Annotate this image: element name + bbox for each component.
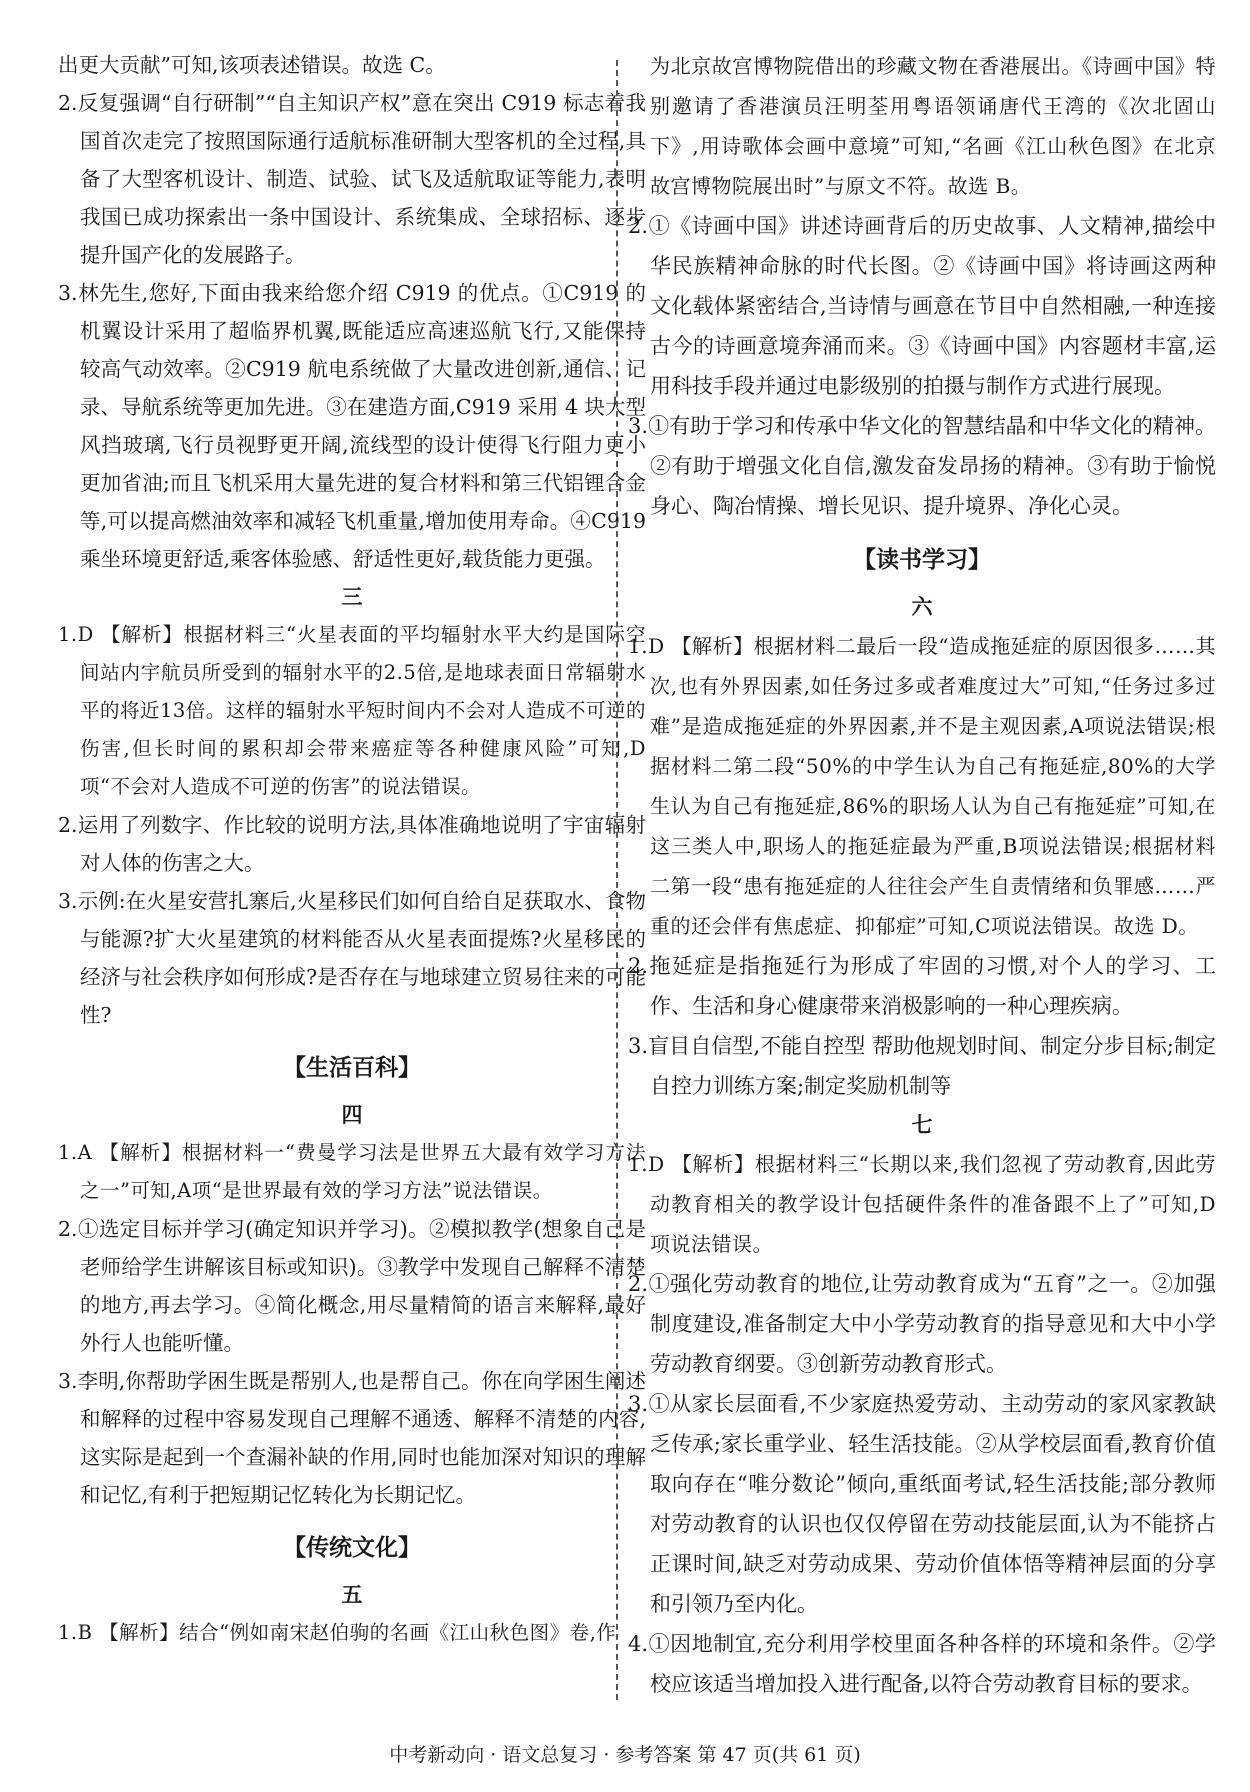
paragraph: 为北京故宫博物院借出的珍藏文物在香港展出。《诗画中国》特别邀请了香港演员汪明荃用粤语领诵唐代王湾的《次北固山下》,用诗歌体会画中意境”可知,“名画《江山秋色图》在北京故宫博物院展出时”与原文不符。故选 B。 bbox=[650, 54, 1216, 198]
answer-item: 3.李明,你帮助学困生既是帮别人,也是帮自己。你在向学困生阐述和解释的过程中容易发现自己理解不通透、解释不清楚的内容,这实际是起到一个查漏补缺的作用,同时也能加深对知识的理解和记忆,有利于把短期记忆转化为长期记忆。 bbox=[58, 1369, 646, 1507]
answer-item: 2.①强化劳动教育的地位,让劳动教育成为“五育”之一。②加强制度建设,准备制定大中小学劳动教育的指导意见和大中小学劳动教育纲要。③创新劳动教育形式。 bbox=[628, 1272, 1216, 1376]
section-heading: 【传统文化】 bbox=[283, 1535, 421, 1561]
answer-item: 1.D 【解析】根据材料二最后一段“造成拖延症的原因很多……其次,也有外界因素,如任务过多或者难度过大”可知,“任务过多过难”是造成拖延症的外界因素,并不是主观因素,A项说法错误;根据材料二第二段“50%的中学生认为自己有拖延症,80%的大学生认为自己有拖延症,86%的职场人认为自己有拖延症”可知,在这三类人中,职场人的拖延症最为严重,B项说法错误;根据材料二第一段“患有拖延症的人往往会产生自责情绪和负罪感……严重的还会伴有焦虑症、抑郁症”可知,C项说法错误。故选 D。 bbox=[628, 634, 1216, 938]
left-column bbox=[58, 46, 646, 1652]
section-number: 四 bbox=[341, 1103, 363, 1127]
paragraph: 出更大贡献”可知,该项表述错误。故选 C。 bbox=[58, 53, 446, 77]
answer-item: 2.①选定目标并学习(确定知识并学习)。②模拟教学(想象自己是老师给学生讲解该目标或知识)。③教学中发现自己解释不清楚的地方,再去学习。④简化概念,用尽量精简的语言来解释,最好外行人也能听懂。 bbox=[58, 1217, 646, 1355]
answer-item: 1.B 【解析】结合“例如南宋赵伯驹的名画《江山秋色图》卷,作 bbox=[58, 1621, 617, 1644]
answer-item: 2.①《诗画中国》讲述诗画背后的历史故事、人文精神,描绘中华民族精神命脉的时代长图。②《诗画中国》将诗画这两种文化载体紧密结合,当诗情与画意在节目中自然相融,一种连接古今的诗画意境奔涌而来。③《诗画中国》内容题材丰富,运用科技手段并通过电影级别的拍摄与制作方式进行展现。 bbox=[628, 214, 1216, 398]
answer-item: 3.林先生,您好,下面由我来给您介绍 C919 的优点。①C919 的机翼设计采用了超临界机翼,既能适应高速巡航飞行,又能保持较高气动效率。②C919 航电系统做了大量改进创新,通信、记录、导航系统等更加先进。③在建造方面,C919 采用 4 块大型风挡玻璃,飞行员视野更开阔,流线型的设计使得飞行阻力更小更加省油;而且飞机采用大量先进的复合材料和第三代铝锂合金等,可以提高燃油效率和减轻飞机重量,增加使用寿命。④C919 乘坐环境更舒适,乘客体验感、舒适性更好,载货能力更强。 bbox=[58, 281, 646, 571]
answer-item: 1.D 【解析】根据材料三“长期以来,我们忽视了劳动教育,因此劳动教育相关的教学设计包括硬件条件的准备跟不上了”可知,D项说法错误。 bbox=[628, 1152, 1216, 1256]
right-column bbox=[628, 46, 1216, 1704]
section-heading: 【生活百科】 bbox=[283, 1055, 421, 1081]
section-number: 五 bbox=[341, 1583, 363, 1607]
answer-item: 2.反复强调“自行研制”“自主知识产权”意在突出 C919 标志着我国首次走完了按照国际通行适航标准研制大型客机的全过程,具备了大型客机设计、制造、试验、试飞及适航取证等能力,表明我国已成功探索出一条中国设计、系统集成、全球招标、逐步提升国产化的发展路子。 bbox=[58, 91, 646, 267]
answer-item: 1.A 【解析】根据材料一“费曼学习法是世界五大最有效学习方法之一”可知,A项“是世界最有效的学习方法”说法错误。 bbox=[58, 1141, 646, 1202]
answer-item: 3.①从家长层面看,不少家庭热爱劳动、主动劳动的家风家教缺乏传承;家长重学业、轻生活技能。②从学校层面看,教育价值取向存在“唯分数论”倾向,重纸面考试,轻生活技能;部分教师对劳动教育的认识也仅仅停留在劳动技能层面,认为不能挤占正课时间,缺乏对劳动成果、劳动价值体悟等精神层面的分享和引领乃至内化。 bbox=[628, 1392, 1216, 1616]
section-heading: 【读书学习】 bbox=[853, 547, 991, 573]
answer-item: 3.盲目自信型,不能自控型 帮助他规划时间、制定分步目标;制定自控力训练方案;制定奖励机制等 bbox=[628, 1034, 1216, 1098]
answer-item: 1.D 【解析】根据材料三“火星表面的平均辐射水平大约是国际空间站内宇航员所受到的辐射水平的2.5倍,是地球表面日常辐射水平的将近13倍。这样的辐射水平短时间内不会对人造成不可逆的伤害,但长时间的累积却会带来癌症等各种健康风险”可知,D项“不会对人造成不可逆的伤害”的说法错误。 bbox=[58, 623, 646, 798]
answer-item: 3.①有助于学习和传承中华文化的智慧结晶和中华文化的精神。②有助于增强文化自信,激发奋发昂扬的精神。③有助于愉悦身心、陶冶情操、增长见识、提升境界、净化心灵。 bbox=[628, 414, 1216, 518]
answer-item: 3.示例:在火星安营扎寨后,火星移民们如何自给自足获取水、食物与能源?扩大火星建筑的材料能否从火星表面提炼?火星移民的经济与社会秩序如何形成?是否存在与地球建立贸易往来的可能性? bbox=[58, 889, 646, 1027]
column-divider bbox=[616, 60, 618, 1700]
page-footer: 中考新动向 · 语文总复习 · 参考答案 第 47 页(共 61 页) bbox=[389, 1744, 861, 1766]
answer-item: 2.拖延症是指拖延行为形成了牢固的习惯,对个人的学习、工作、生活和身心健康带来消极影响的一种心理疾病。 bbox=[628, 954, 1216, 1018]
section-number: 三 bbox=[341, 585, 363, 609]
section-number: 六 bbox=[911, 595, 933, 619]
section-number: 七 bbox=[911, 1113, 933, 1137]
answer-item: 2.运用了列数字、作比较的说明方法,具体准确地说明了宇宙辐射对人体的伤害之大。 bbox=[58, 813, 646, 875]
answer-item: 4.①因地制宜,充分利用学校里面各种各样的环境和条件。②学校应该适当增加投入进行配备,以符合劳动教育目标的要求。 bbox=[628, 1632, 1216, 1696]
